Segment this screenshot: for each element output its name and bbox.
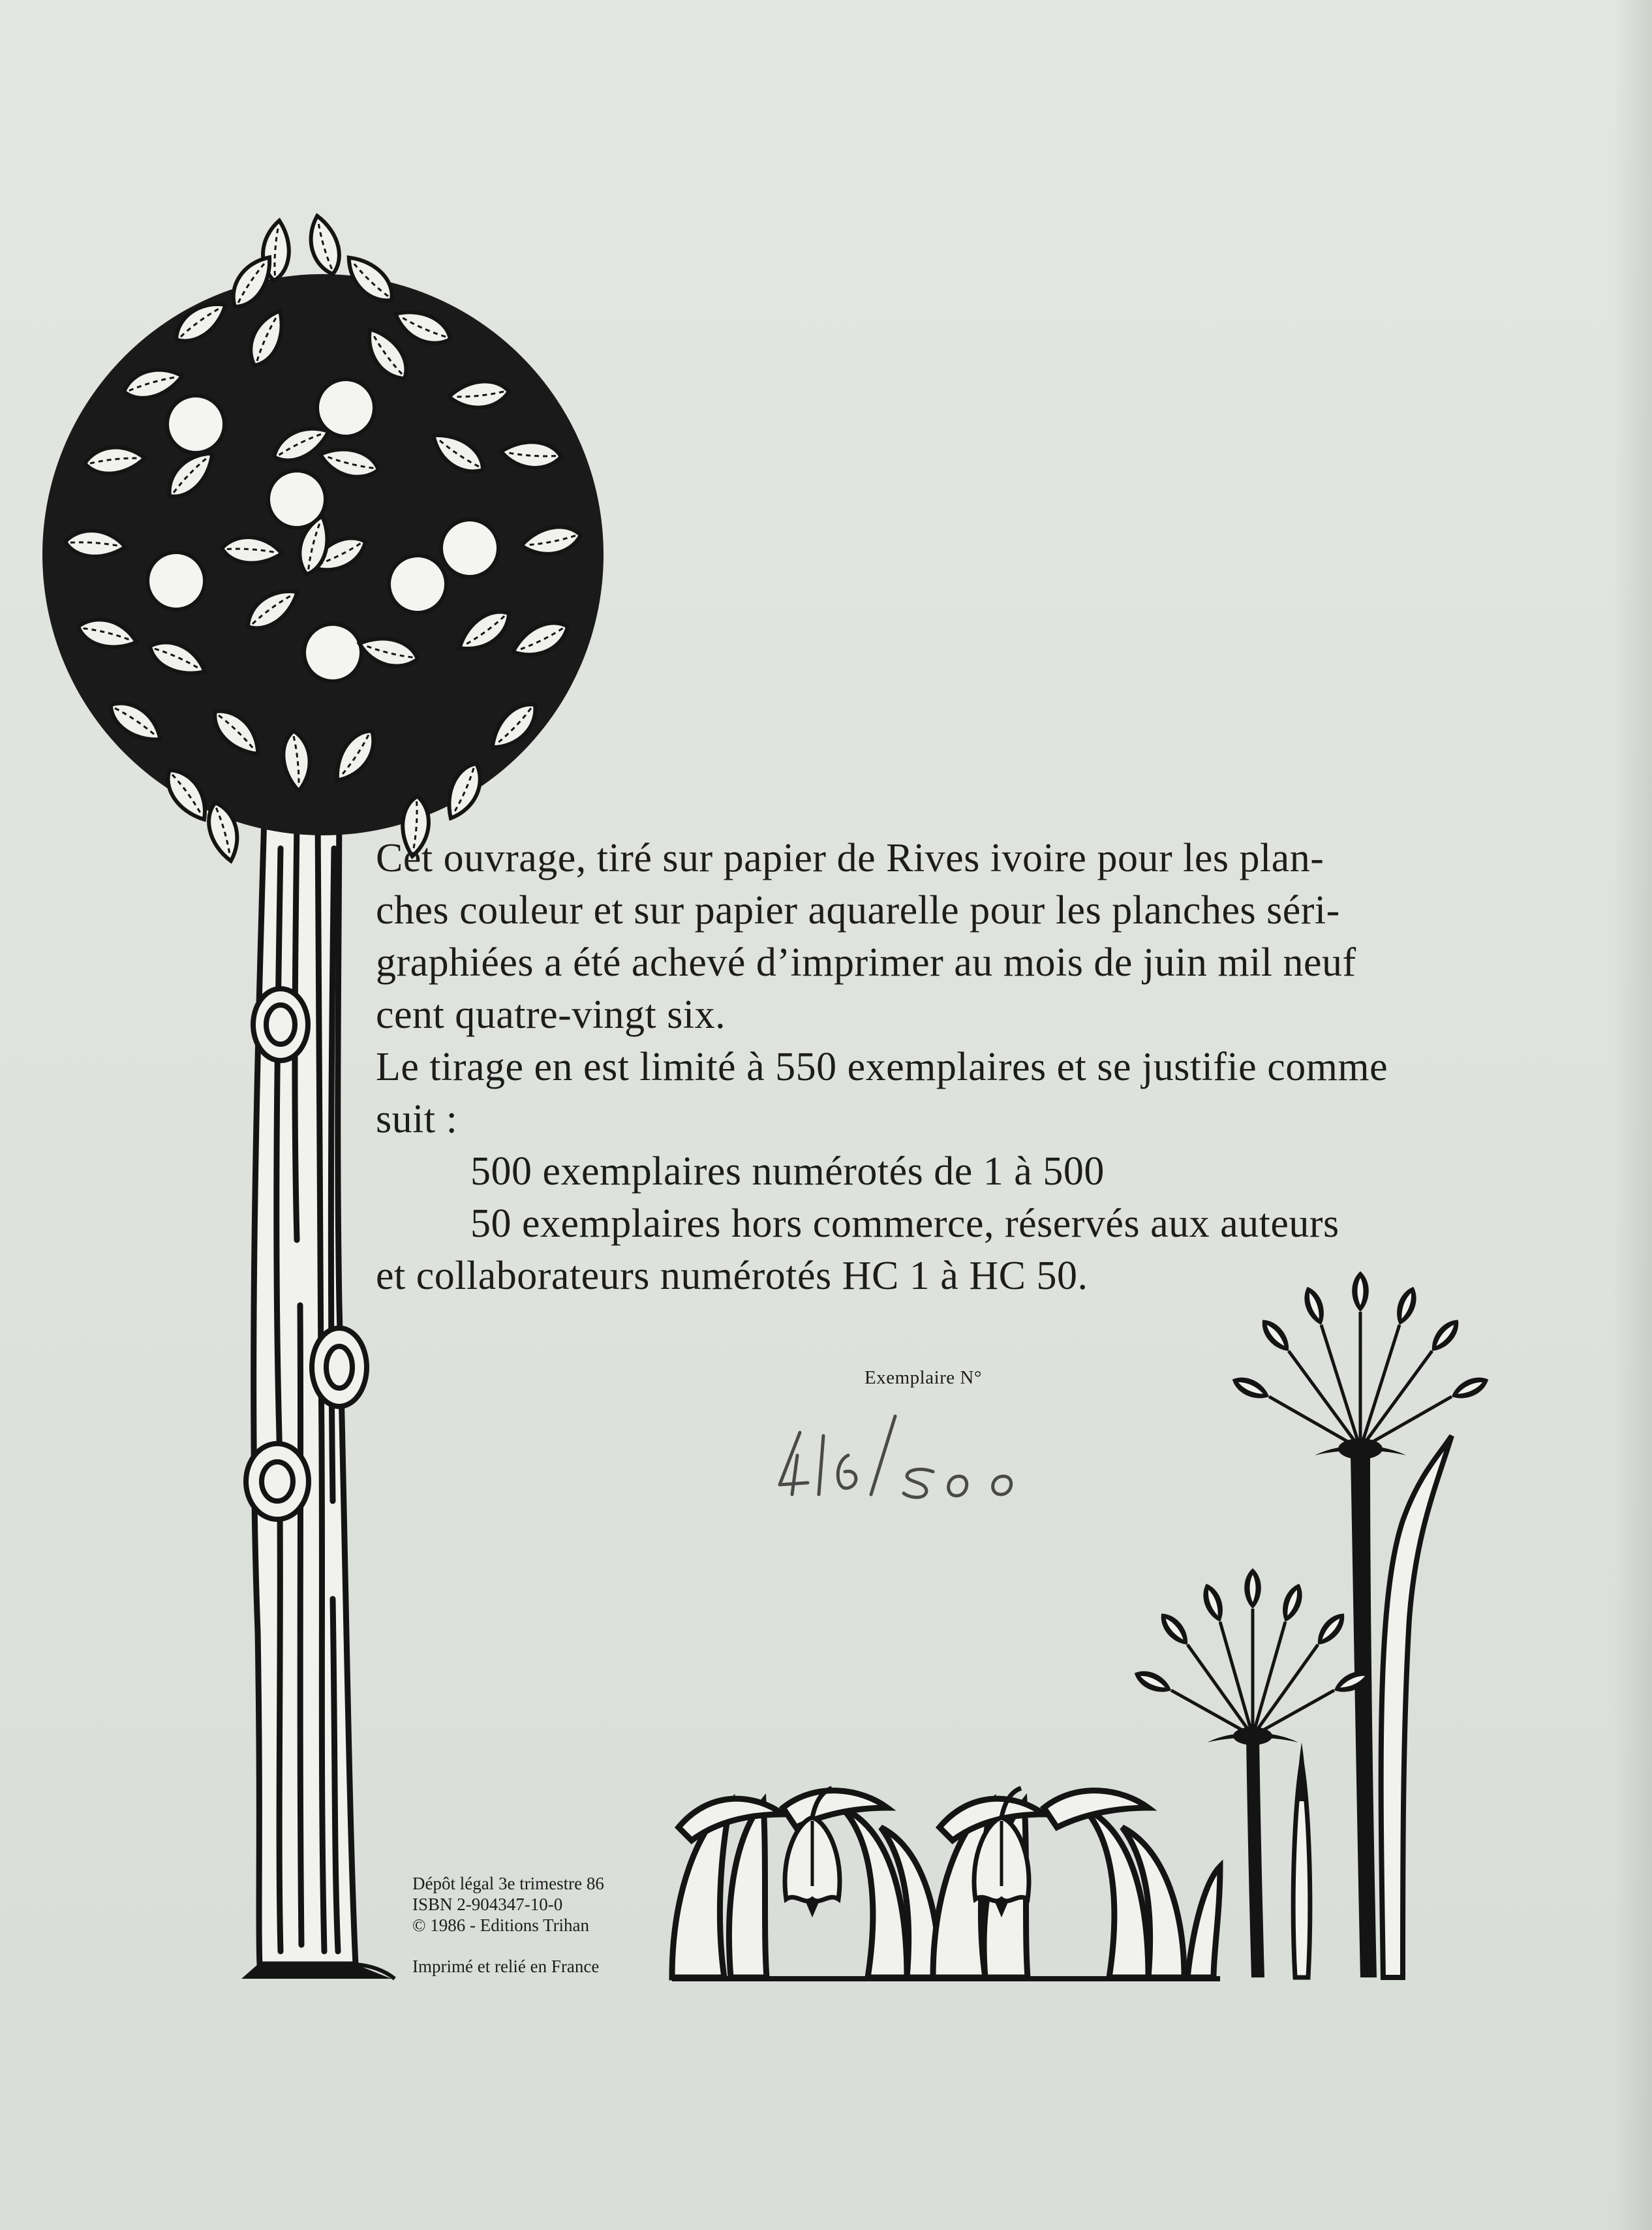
- colophon-line: suit :: [376, 1097, 458, 1141]
- colophon-text: [376, 832, 1485, 1302]
- allium-flowers-illustration: [1131, 1271, 1491, 1977]
- colophon-line: 500 exemplaires numérotés de 1 à 500: [470, 1149, 1105, 1194]
- legal-visible-block: [412, 1873, 604, 1936]
- exemplaire-label: Exemplaire N°: [864, 1367, 982, 1388]
- colophon-line: cent quatre-vingt six.: [376, 993, 726, 1037]
- colophon-line: ches couleur et sur papier aquarelle pour les planches séri-: [376, 888, 1340, 933]
- colophon-line: graphiées a été achevé d’imprimer au mois de juin mil neuf: [376, 940, 1356, 985]
- colophon-line: Cet ouvrage, tiré sur papier de Rives ivoire pour les plan-: [376, 836, 1324, 880]
- isbn-text: ISBN 2-904347-10-0: [412, 1895, 563, 1914]
- copyright-text: © 1986 - Editions Trihan: [412, 1915, 590, 1935]
- colophon-line: et collaborateurs numérotés HC 1 à HC 50.: [376, 1254, 1088, 1298]
- tulip-flowers-illustration: [672, 1788, 1220, 1979]
- colophon-line: Le tirage en est limité à 550 exemplaires et se justifie comme: [376, 1045, 1388, 1089]
- handwritten-number: [780, 1416, 1011, 1497]
- depot-legal-text: Dépôt légal 3e trimestre 86: [412, 1874, 604, 1893]
- printed-in-france: Imprimé et relié en France: [412, 1957, 600, 1976]
- colophon-line: 50 exemplaires hors commerce, réservés aux auteurs: [470, 1201, 1339, 1246]
